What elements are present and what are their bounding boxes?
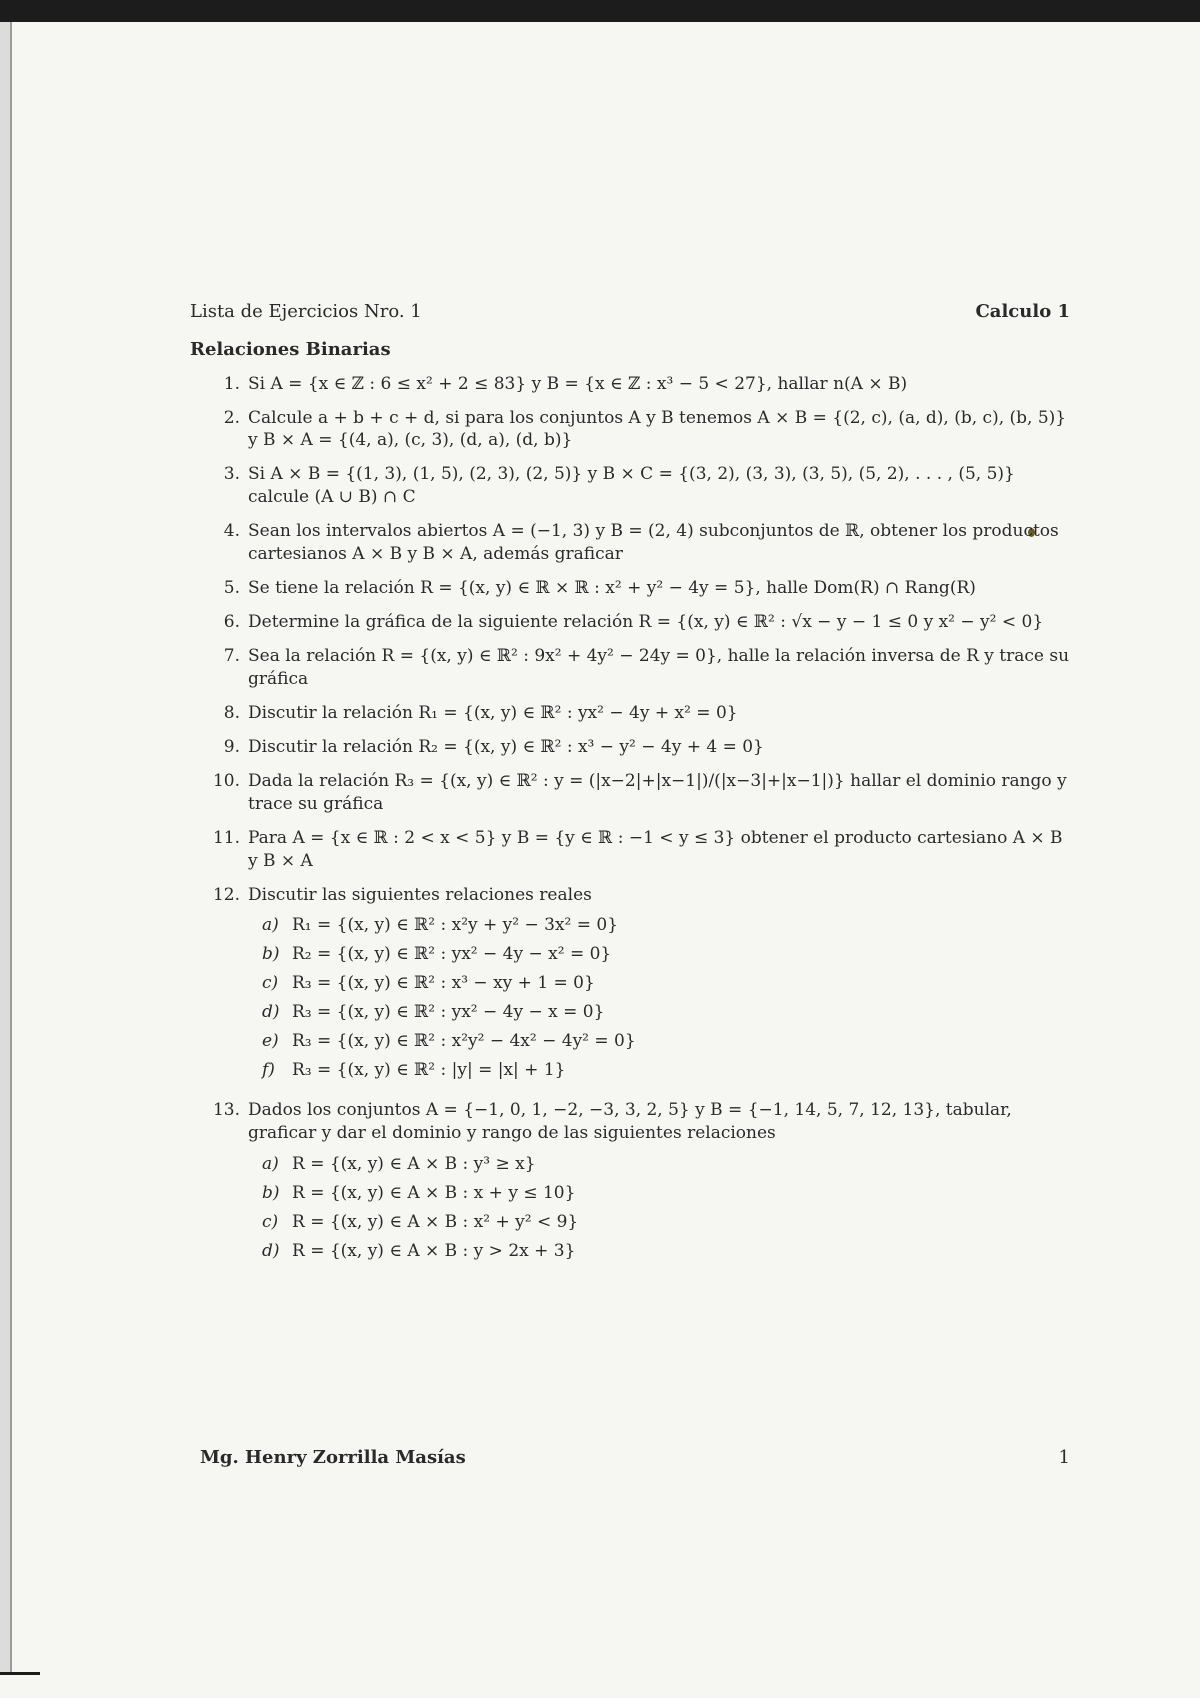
sub-item-label: c) (262, 973, 279, 994)
exercise-body (248, 827, 1070, 873)
document-title: Lista de Ejercicios Nro. 1 (190, 301, 422, 322)
sub-item (262, 1059, 1070, 1082)
exercise-item (190, 373, 1070, 396)
sub-item (262, 1182, 1070, 1205)
sub-item-text: R = {(x, y) ∈ A × B : x² + y² < 9} (292, 1211, 579, 1232)
exercise-number: 11. (212, 827, 240, 848)
exercise-text: Discutir la relación R₁ = {(x, y) ∈ ℝ² : yx² − 4y + x² = 0} (248, 702, 738, 723)
scan-edge-left (0, 22, 12, 1672)
page-footer (200, 1447, 1070, 1468)
sub-item-list (262, 914, 1070, 1082)
exercise-number: 13. (212, 1100, 240, 1121)
exercise-item (190, 884, 1070, 1089)
sub-item (262, 1211, 1070, 1234)
exercise-body (248, 884, 1070, 1089)
exercise-item (190, 520, 1070, 566)
sub-item-label: d) (262, 1002, 280, 1023)
section-title: Relaciones Binarias (190, 339, 391, 361)
exercise-item (190, 611, 1070, 634)
exercise-number: 8. (223, 702, 240, 723)
sub-item-label: c) (262, 1211, 279, 1232)
sub-item-text: R₂ = {(x, y) ∈ ℝ² : yx² − 4y − x² = 0} (292, 944, 612, 965)
exercise-list (190, 373, 1070, 1269)
sub-item (262, 943, 1070, 966)
exercise-body (248, 736, 1070, 759)
exercise-body (248, 373, 1070, 396)
sub-item-text: R₃ = {(x, y) ∈ ℝ² : |y| = |x| + 1} (292, 1060, 566, 1081)
sub-item-text: R₃ = {(x, y) ∈ ℝ² : x²y² − 4x² − 4y² = 0} (292, 1031, 636, 1052)
exercise-item (190, 1099, 1070, 1269)
sub-item (262, 1001, 1070, 1024)
sub-item (262, 1030, 1070, 1053)
exercise-number: 2. (223, 407, 240, 428)
scan-edge-bottom (0, 1672, 40, 1675)
sub-item-text: R = {(x, y) ∈ A × B : y > 2x + 3} (292, 1240, 576, 1261)
sub-item-label: f) (262, 1060, 275, 1081)
sub-item (262, 1153, 1070, 1176)
scan-edge-top (0, 0, 1200, 22)
exercise-number: 5. (223, 578, 240, 599)
exercise-text: Determine la gráfica de la siguiente relación R = {(x, y) ∈ ℝ² : √x − y − 1 ≤ 0 y x² − y² < 0} (248, 612, 1044, 633)
sub-item-label: d) (262, 1240, 280, 1261)
document-page (190, 300, 1070, 1280)
author-name: Mg. Henry Zorrilla Masías (200, 1447, 466, 1468)
exercise-item (190, 702, 1070, 725)
sub-item-list (262, 1153, 1070, 1263)
exercise-text: Dada la relación R₃ = {(x, y) ∈ ℝ² : y = (|x−2|+|x−1|)/(|x−3|+|x−1|)} hallar el dominio rango y trace su gráfica (248, 770, 1067, 814)
exercise-item (190, 463, 1070, 509)
exercise-number: 1. (223, 373, 240, 394)
course-name: Calculo 1 (975, 301, 1070, 322)
exercise-body (248, 520, 1070, 566)
exercise-item (190, 827, 1070, 873)
exercise-number: 3. (223, 464, 240, 485)
exercise-item (190, 770, 1070, 816)
page-header (190, 300, 1070, 324)
page-number: 1 (1058, 1447, 1070, 1468)
exercise-number: 12. (212, 884, 240, 905)
exercise-body (248, 645, 1070, 691)
exercise-item (190, 577, 1070, 600)
exercise-text: Si A = {x ∈ ℤ : 6 ≤ x² + 2 ≤ 83} y B = {x ∈ ℤ : x³ − 5 < 27}, hallar n(A × B) (248, 373, 908, 394)
exercise-body (248, 577, 1070, 600)
sub-item-text: R₃ = {(x, y) ∈ ℝ² : x³ − xy + 1 = 0} (292, 973, 595, 994)
sub-item-text: R = {(x, y) ∈ A × B : y³ ≥ x} (292, 1153, 536, 1174)
exercise-number: 9. (223, 736, 240, 757)
sub-item-text: R₁ = {(x, y) ∈ ℝ² : x²y + y² − 3x² = 0} (292, 915, 619, 936)
sub-item-label: e) (262, 1031, 279, 1052)
exercise-number: 7. (223, 646, 240, 667)
exercise-body (248, 770, 1070, 816)
exercise-item (190, 645, 1070, 691)
exercise-text: Sea la relación R = {(x, y) ∈ ℝ² : 9x² + 4y² − 24y = 0}, halle la relación inversa de R y trace su gráfica (248, 646, 1070, 689)
exercise-text: Se tiene la relación R = {(x, y) ∈ ℝ × ℝ : x² + y² − 4y = 5}, halle Dom(R) ∩ Rang(R) (248, 578, 976, 599)
sub-item-label: a) (262, 1153, 279, 1174)
exercise-number: 6. (223, 612, 240, 633)
exercise-body (248, 611, 1070, 634)
exercise-number: 10. (212, 770, 240, 791)
exercise-item (190, 407, 1070, 453)
sub-item (262, 972, 1070, 995)
exercise-body (248, 463, 1070, 509)
exercise-text: Sean los intervalos abiertos A = (−1, 3) y B = (2, 4) subconjuntos de ℝ, obtener los productos cartesianos A × B y B × A, además graficar (248, 521, 1059, 565)
sub-item-text: R₃ = {(x, y) ∈ ℝ² : yx² − 4y − x = 0} (292, 1002, 605, 1023)
exercise-text: Si A × B = {(1, 3), (1, 5), (2, 3), (2, 5)} y B × C = {(3, 2), (3, 3), (3, 5), (5, 2), . . . , (5, 5)} calcule (A ∪ B) ∩ C (248, 464, 1015, 508)
exercise-body (248, 702, 1070, 725)
sub-item (262, 914, 1070, 937)
exercise-text: Discutir las siguientes relaciones reales (248, 884, 592, 905)
exercise-number: 4. (223, 521, 240, 542)
sub-item-text: R = {(x, y) ∈ A × B : x + y ≤ 10} (292, 1182, 576, 1203)
exercise-text: Discutir la relación R₂ = {(x, y) ∈ ℝ² : x³ − y² − 4y + 4 = 0} (248, 736, 764, 757)
exercise-text: Dados los conjuntos A = {−1, 0, 1, −2, −3, 3, 2, 5} y B = {−1, 14, 5, 7, 12, 13}, tabular, graficar y dar el dominio y rango de las siguientes relaciones (248, 1100, 1012, 1144)
sub-item (262, 1240, 1070, 1263)
sub-item-label: b) (262, 944, 280, 965)
exercise-body (248, 407, 1070, 453)
exercise-text: Calcule a + b + c + d, si para los conjuntos A y B tenemos A × B = {(2, c), (a, d), (b, c), (b, 5)} y B × A = {(4, a), (c, 3), (d, a), (d, b)} (248, 407, 1067, 451)
exercise-text: Para A = {x ∈ ℝ : 2 < x < 5} y B = {y ∈ ℝ : −1 < y ≤ 3} obtener el producto cartesiano A × B y B × A (248, 827, 1063, 871)
exercise-item (190, 736, 1070, 759)
sub-item-label: a) (262, 915, 279, 936)
sub-item-label: b) (262, 1182, 280, 1203)
exercise-body (248, 1099, 1070, 1269)
